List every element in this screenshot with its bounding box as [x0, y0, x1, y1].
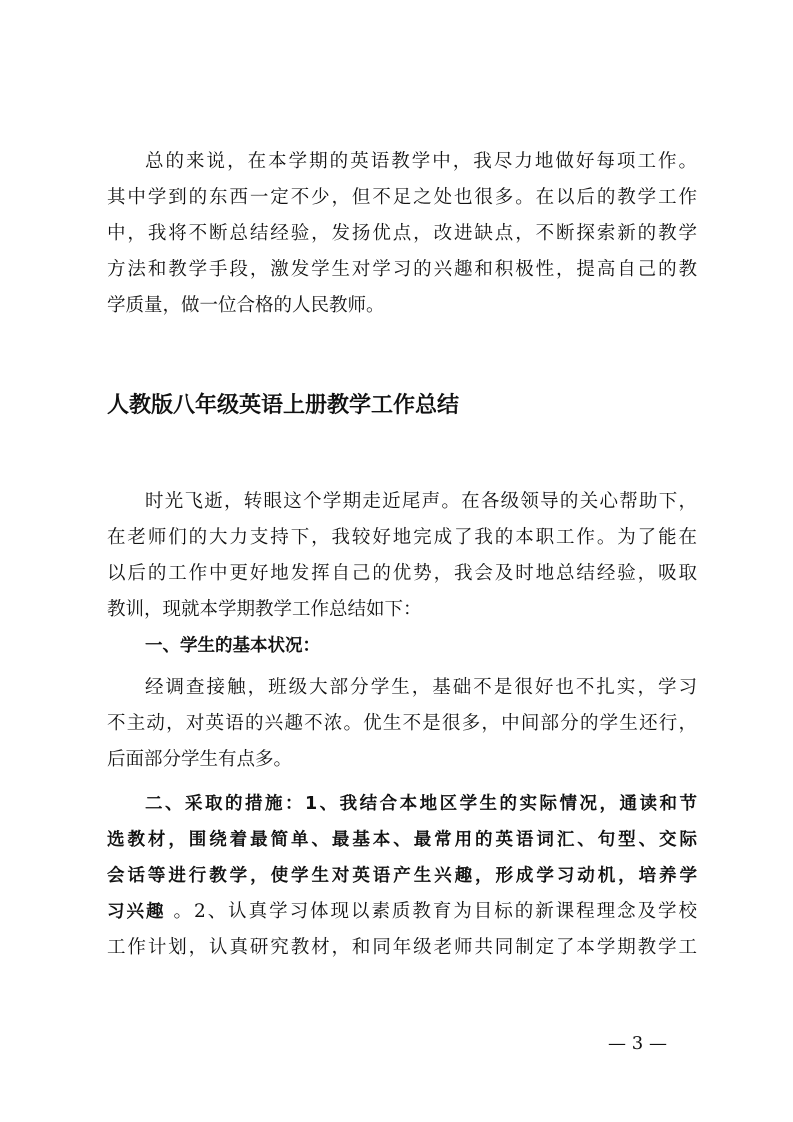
paragraph-line-mixed [107, 894, 697, 930]
bold-fragment: 习兴趣 [107, 902, 174, 922]
paragraph-line: 以后的工作中更好地发挥自己的优势，我会及时地总结经验，吸取 [107, 563, 697, 584]
intro-paragraph [107, 144, 697, 324]
paragraph-line: 经调查接触，班级大部分学生，基础不是很好也不扎实，学习 [145, 677, 697, 698]
paragraph-line: 学质量，做一位合格的人民教师。 [107, 295, 385, 316]
paragraph-line-bold: 选教材，围绕着最简单、最基本、最常用的英语词汇、句型、交际 [107, 830, 697, 850]
measures-paragraph [107, 786, 697, 966]
paragraph-line: 时光飞逝，转眼这个学期走近尾声。在各级领导的关心帮助下， [145, 491, 697, 512]
paragraph-line: 教训，现就本学期教学工作总结如下： [107, 599, 422, 620]
page-number: — 3 — [608, 1033, 667, 1054]
paragraph-line: 方法和教学手段，激发学生对学习的兴趣和积极性，提高自己的教 [107, 259, 697, 280]
paragraph-line: 中，我将不断总结经验，发扬优点，改进缺点，不断探索新的教学 [107, 223, 697, 244]
section-title: 人教版八年级英语上册教学工作总结 [107, 393, 460, 418]
students-paragraph [107, 670, 697, 778]
paragraph-line: 不主动，对英语的兴趣不浓。优生不是很多，中间部分的学生还行， [107, 713, 697, 734]
normal-fragment: 。2、认真学习体现以素质教育为目标的新课程理念及学校 [173, 901, 698, 922]
paragraph-line: 在老师们的大力支持下，我较好地完成了我的本职工作。为了能在 [107, 527, 697, 548]
paragraph-line-bold: 二、采取的措施：1、我结合本地区学生的实际情况，通读和节 [145, 794, 697, 814]
paragraph-line: 总的来说，在本学期的英语教学中，我尽力地做好每项工作。 [145, 151, 697, 172]
subheading-text: 一、学生的基本状况： [145, 636, 320, 656]
paragraph-line-bold: 会话等进行教学，使学生对英语产生兴趣，形成学习动机，培养学 [107, 866, 697, 886]
opening-paragraph [107, 484, 697, 628]
paragraph-line: 工作计划，认真研究教材，和同年级老师共同制定了本学期教学工 [107, 937, 697, 958]
paragraph-line: 其中学到的东西一定不少，但不足之处也很多。在以后的教学工作 [107, 187, 697, 208]
subheading-student-status [107, 628, 697, 664]
paragraph-line: 后面部分学生有点多。 [107, 749, 293, 770]
